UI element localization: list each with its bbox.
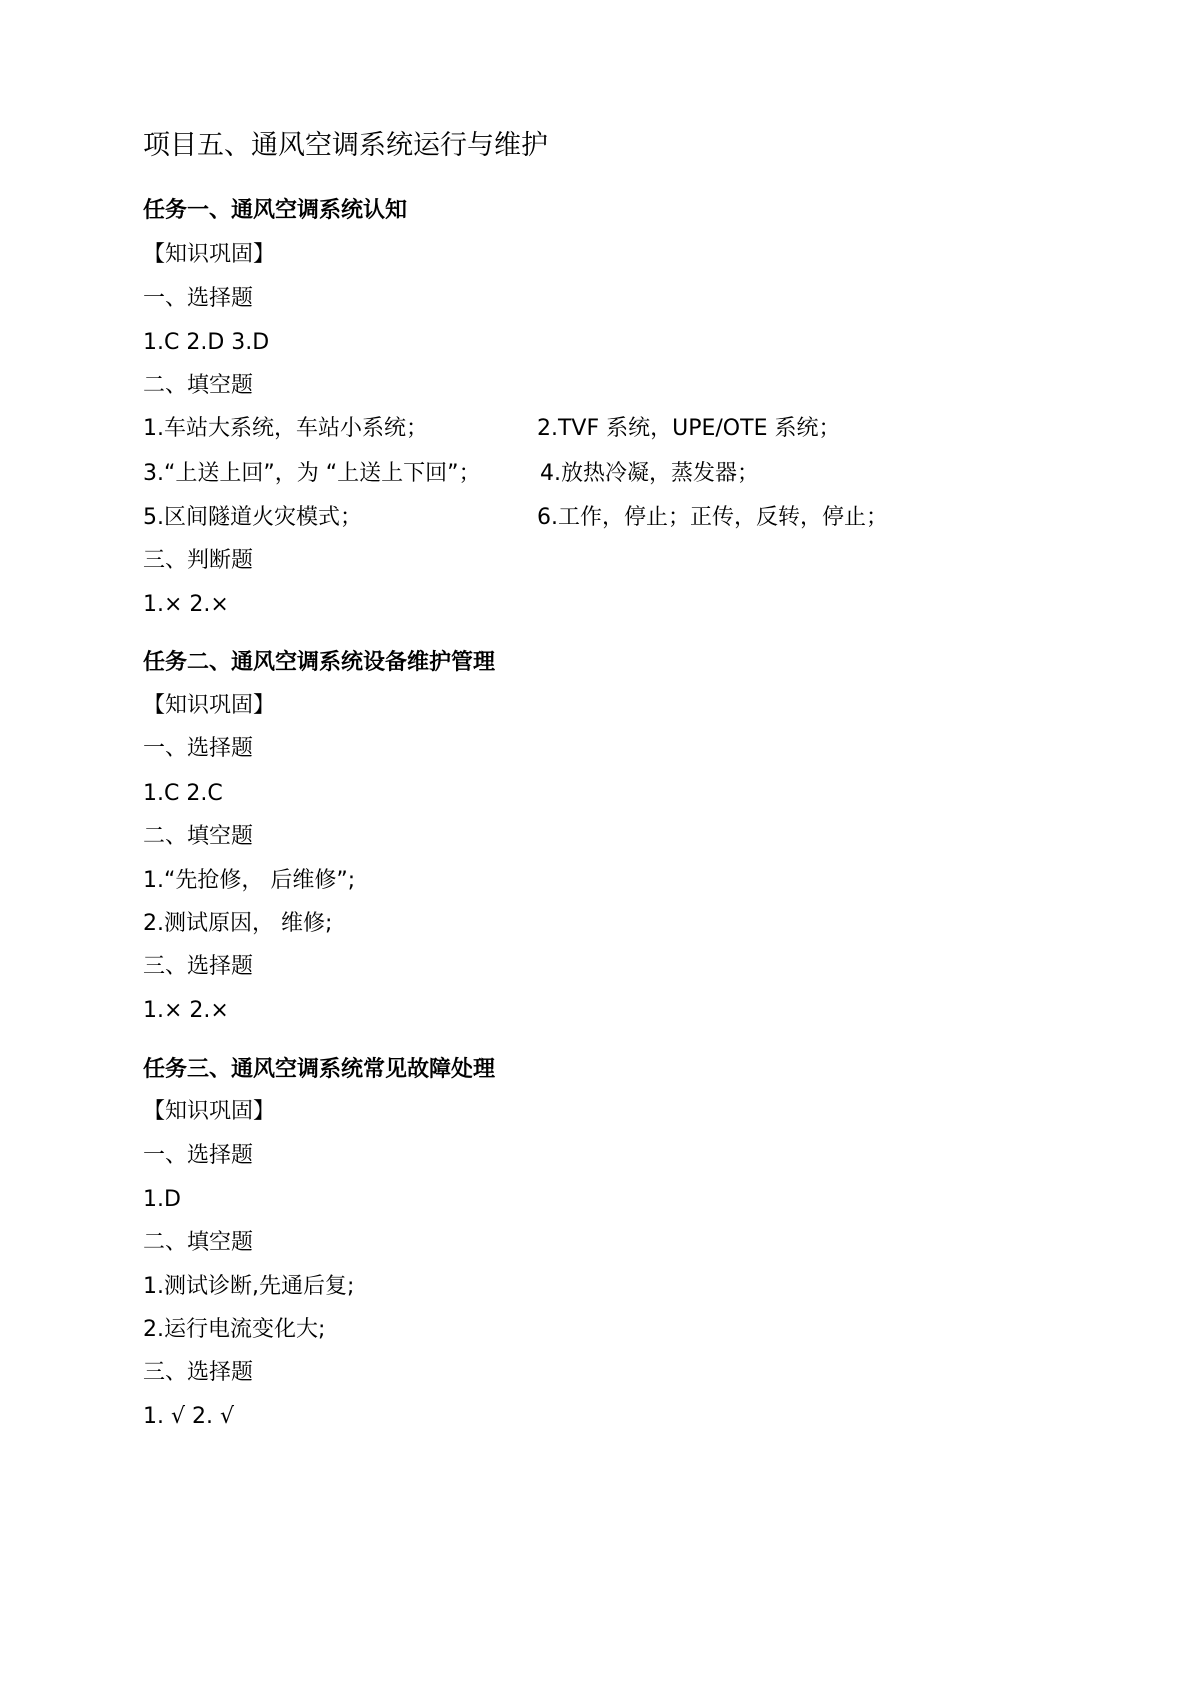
task-1-fill-3: 3.“上送上回”，为 “上送上下回”； [143, 461, 481, 486]
task-2-fill-2: 2.测试原因， 维修; [143, 911, 333, 936]
task-3-heading: 任务三、通风空调系统常见故障处理 [143, 1057, 496, 1082]
task-1-knowledge-label: 【知识巩固】 [143, 242, 276, 267]
task-2-fill-1: 1.“先抢修， 后维修”; [143, 868, 356, 893]
task-2-section-judge: 三、选择题 [143, 954, 254, 979]
task-1-judge-answers: 1.× 2.× [143, 592, 229, 617]
task-1-section-judge: 三、判断题 [143, 548, 254, 573]
task-3-section-judge: 三、选择题 [143, 1360, 254, 1385]
task-1-fill-5: 5.区间隧道火灾模式； [143, 505, 362, 530]
task-3-section-choice: 一、选择题 [143, 1143, 254, 1168]
task-1-fill-4: 4.放热冷凝，蒸发器； [540, 461, 759, 486]
task-1-choice-answers: 1.C 2.D 3.D [143, 330, 270, 355]
page-title: 项目五、通风空调系统运行与维护 [143, 130, 548, 161]
task-3-fill-1: 1.测试诊断,先通后复; [143, 1274, 355, 1299]
task-1-section-fill: 二、填空题 [143, 373, 254, 398]
task-3-knowledge-label: 【知识巩固】 [143, 1099, 276, 1124]
task-3-section-fill: 二、填空题 [143, 1230, 254, 1255]
task-3-fill-2: 2.运行电流变化大; [143, 1317, 326, 1342]
task-2-knowledge-label: 【知识巩固】 [143, 693, 276, 718]
task-2-heading: 任务二、通风空调系统设备维护管理 [143, 650, 496, 675]
task-2-choice-answers: 1.C 2.C [143, 781, 223, 806]
task-2-section-fill: 二、填空题 [143, 824, 254, 849]
task-1-fill-2: 2.TVF 系统，UPE/OTE 系统； [537, 416, 841, 441]
task-1-fill-6: 6.工作，停止；正传，反转，停止； [537, 505, 888, 530]
task-3-choice-answers: 1.D [143, 1187, 181, 1212]
task-1-section-choice: 一、选择题 [143, 286, 254, 311]
task-2-section-choice: 一、选择题 [143, 736, 254, 761]
task-1-heading: 任务一、通风空调系统认知 [143, 198, 408, 223]
task-3-judge-answers: 1. √ 2. √ [143, 1404, 234, 1429]
task-2-judge-answers: 1.× 2.× [143, 998, 229, 1023]
task-1-fill-1: 1.车站大系统，车站小系统； [143, 416, 428, 441]
